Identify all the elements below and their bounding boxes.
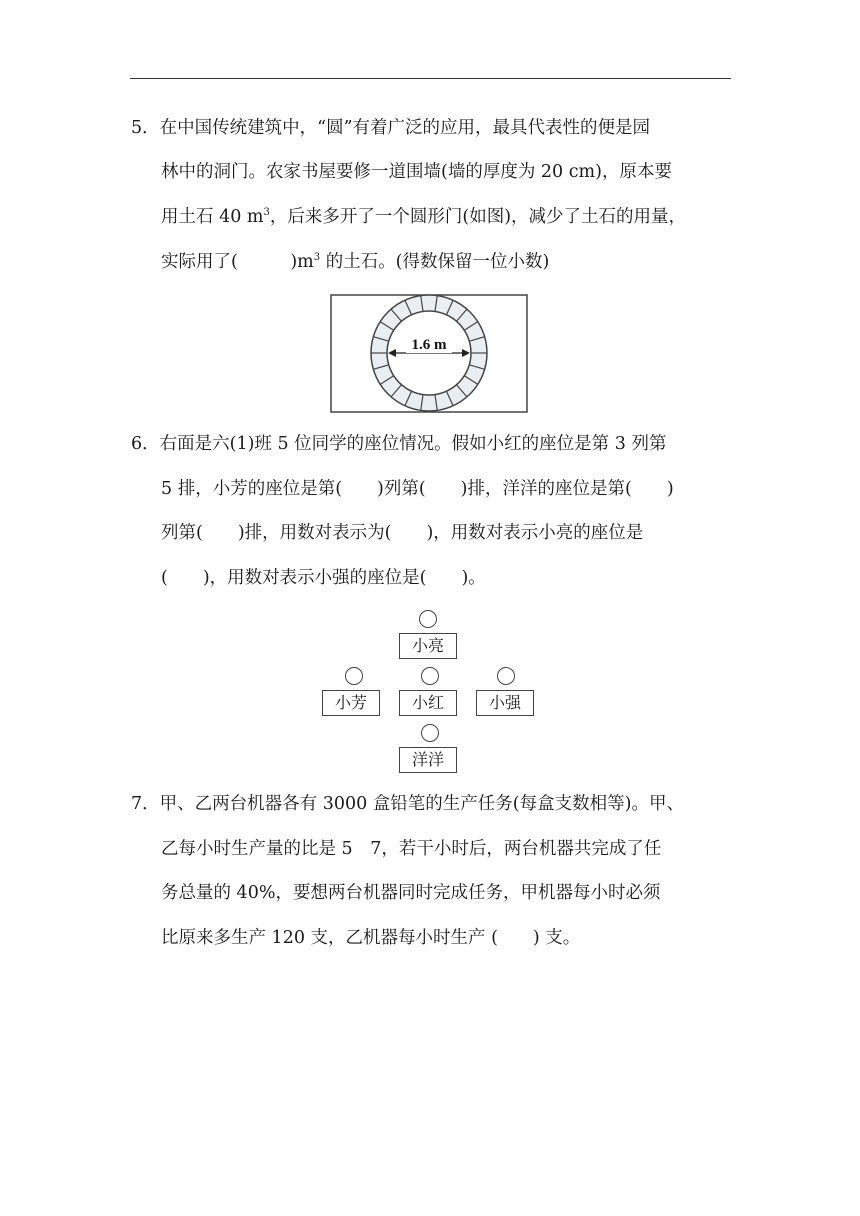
seat-circle-xiaoqiang: [497, 667, 515, 685]
name-box-yangyang: 洋洋: [399, 747, 457, 773]
q5-line-3-b: ，后来多开了一个圆形门(如图)，减少了土石的用量，: [269, 207, 687, 227]
diameter-label: 1.6 m: [411, 337, 447, 353]
superscript-3: 3: [313, 252, 321, 263]
q5-line-3-a: 用土石 40 m: [161, 207, 264, 227]
round-gate-figure: [330, 294, 528, 413]
q6-line-3: 列第( )排，用数对表示为( )，用数对表示小亮的座位是: [161, 523, 644, 543]
q5-line-4: [161, 250, 549, 274]
q5-line-1: 5．在中国传统建筑中，“圆”有着广泛的应用，最具代表性的便是园: [131, 118, 651, 138]
q6-line-2: 5 排，小芳的座位是第( )列第( )排，洋洋的座位是第( ): [161, 479, 674, 499]
q7-line-3: 务总量的 40%，要想两台机器同时完成任务，甲机器每小时必须: [161, 883, 661, 903]
seat-circle-xiaofang: [345, 667, 363, 685]
top-rule: [130, 78, 731, 79]
name-box-xiaofang: 小芳: [322, 690, 380, 716]
q7-line-1: 7．甲、乙两台机器各有 3000 盒铅笔的生产任务(每盒支数相等)。甲、: [131, 794, 684, 814]
q7-line-2: 乙每小时生产量的比是 5 7，若干小时后，两台机器共完成了任: [161, 839, 662, 859]
superscript-3: 3: [263, 207, 270, 218]
q5-line-4-a: 实际用了( )m: [161, 252, 314, 272]
q5-line-4-b: 的土石。(得数保留一位小数): [320, 252, 550, 272]
q6-line-4: ( )，用数对表示小强的座位是( )。: [161, 568, 486, 588]
q5-line-2: 林中的洞门。农家书屋要修一道围墙(墙的厚度为 20 cm)，原本要: [161, 162, 672, 182]
seat-circle-xiaoliang: [419, 610, 437, 628]
seat-circle-yangyang: [421, 724, 439, 742]
q7-line-4: 比原来多生产 120 支，乙机器每小时生产 ( ) 支。: [161, 928, 581, 948]
q6-line-1: 6．右面是六(1)班 5 位同学的座位情况。假如小红的座位是第 3 列第: [131, 434, 667, 454]
seat-circle-xiaohong: [421, 667, 439, 685]
q5-line-3: [161, 205, 686, 229]
name-box-xiaoqiang: 小强: [476, 690, 534, 716]
name-box-xiaoliang: 小亮: [399, 633, 457, 659]
name-box-xiaohong: 小红: [399, 690, 457, 716]
